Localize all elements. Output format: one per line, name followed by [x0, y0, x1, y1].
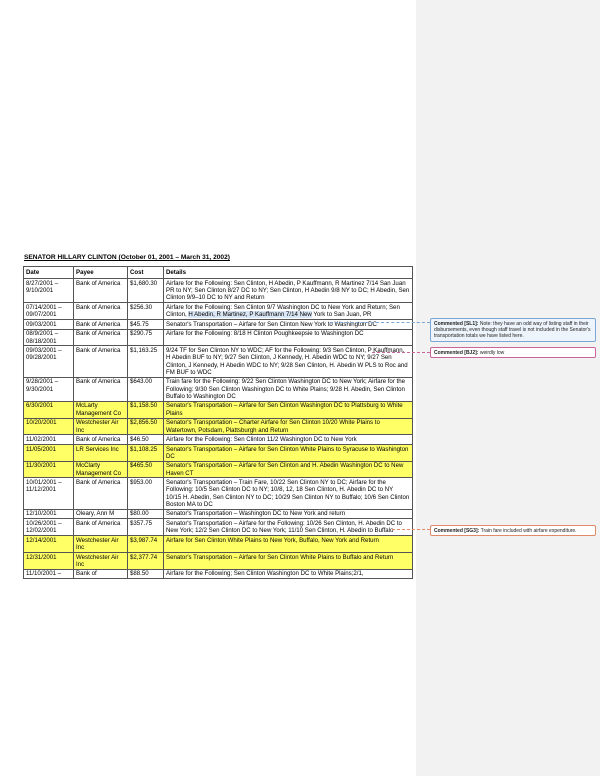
row-cost: $45.75	[128, 320, 164, 329]
row-details: Airfare for the Following; Sen Clinton Washington DC to White Plains;2/1,	[164, 569, 413, 578]
table-row-highlighted	[24, 444, 413, 461]
header-details: Details	[164, 267, 413, 279]
table-row	[24, 478, 413, 509]
row-date: 12/14/2001	[24, 536, 74, 553]
table-row	[24, 279, 413, 303]
row-date: 8/27/2001 – 9/10/2001	[24, 279, 74, 303]
comment-text: Train fare included with airfare expenditure.	[480, 527, 577, 534]
row-date: 11/10/2001 –	[24, 569, 74, 578]
row-cost: $643.00	[128, 377, 164, 401]
row-payee: Bank of America	[74, 320, 128, 329]
row-cost: $2,377.74	[128, 552, 164, 569]
comments-margin-pane	[416, 0, 600, 776]
row-details: Senator's Transportation – Airfare for Sen Clinton New York to Washington DC	[164, 320, 413, 329]
row-payee: Westchester Air Inc	[74, 536, 128, 553]
comment-label: Commented [SG3]:	[434, 527, 480, 534]
row-date: 07/14/2001 – 09/07/2001	[24, 303, 74, 320]
comment-text: Note: they have an odd way of listing staff in their disbursements, even though staff travel is not included in the Senator's transportation totals we have listed here.	[434, 320, 591, 339]
row-date: 09/03/2001 – 09/28/2001	[24, 346, 74, 377]
header-date: Date	[24, 267, 74, 279]
table-row	[24, 519, 413, 536]
comments-margin-inner	[416, 106, 600, 668]
row-payee: Bank of America	[74, 279, 128, 303]
row-details: Senator's Transportation – Airfare for Sen Clinton Washington DC to Plattsburg to White Plains	[164, 401, 413, 418]
table-header-row	[24, 267, 413, 279]
details-text: York to San Juan, PR	[311, 311, 372, 319]
table-row	[24, 303, 413, 320]
table-row	[24, 346, 413, 377]
table-row	[24, 569, 413, 578]
row-payee: Bank of America	[74, 478, 128, 509]
row-date: 12/31/2001	[24, 552, 74, 569]
details-text: Airfare for the Following: Sen Clinton 9/7 Washington DC to New York and Return; Sen Clinton,	[166, 303, 400, 319]
transportation-table	[23, 266, 413, 579]
row-payee: Bank of America	[74, 519, 128, 536]
table-row-highlighted	[24, 401, 413, 418]
row-details	[164, 303, 413, 320]
row-payee: Bank of America	[74, 329, 128, 346]
comment-label: Commented [SL1]:	[434, 320, 479, 327]
table-row-highlighted	[24, 552, 413, 569]
comment-sl1[interactable]	[430, 318, 596, 342]
comment-sg3[interactable]	[430, 525, 596, 536]
row-cost: $46.50	[128, 435, 164, 444]
row-details: Airfare for the Following: 8/18 H Clinton Poughkeepsie to Washington DC	[164, 329, 413, 346]
row-payee: Bank of America	[74, 346, 128, 377]
row-cost: $3,987.74	[128, 536, 164, 553]
row-date: 11/05/2001	[24, 444, 74, 461]
row-payee: Westchester Air Inc	[74, 418, 128, 435]
row-payee: McClarty Management Co	[74, 461, 128, 478]
row-payee: Westchester Air Inc	[74, 552, 128, 569]
row-cost: $88.50	[128, 569, 164, 578]
row-details: Senator's Transportation – Airfare for the Following: 10/26 Sen Clinton, H. Abedin DC to New York; 12/2 Sen Clinton DC to New York; 11/10 Sen Clinton, H. Abedin to Buffalo	[164, 519, 413, 536]
table-row-highlighted	[24, 461, 413, 478]
comment-anchor-sl1[interactable]: H Abedin, R Martinez, P Kauffmann 7/14 New	[188, 311, 312, 319]
comment-leader-line	[330, 322, 430, 323]
row-payee: Oleary, Ann M	[74, 509, 128, 518]
row-details: Airfare for the Following: Sen Clinton, H Abedin, P Kauffmann, R Martinez 7/14 San Juan PR to NY; Sen Clinton 8/27 DC to NY; Sen Clinton, H Abedin 9/8 NY to DC; H Abedin, Sen Clinton 9/9–10 DC to NY and Return	[164, 279, 413, 303]
table-row	[24, 377, 413, 401]
row-cost: $290.75	[128, 329, 164, 346]
row-details: Senator's Transportation – Airfare for Sen Clinton White Plains to Buffalo and Return	[164, 552, 413, 569]
comment-leader-line	[372, 352, 430, 353]
row-date: 11/02/2001	[24, 435, 74, 444]
row-date: 9/28/2001 – 9/30/2001	[24, 377, 74, 401]
comment-text: weirdly low	[479, 349, 505, 356]
row-details: Senator's Transportation – Charter Airfare for Sen Clinton 10/20 White Plains to Watertown, Potsdam, Plattsburgh and Return	[164, 418, 413, 435]
comment-label: Commented [BJ2]:	[434, 349, 479, 356]
row-date: 10/20/2001	[24, 418, 74, 435]
row-details: Airfare for Sen Clinton White Plains to New York, Buffalo, New York and Return	[164, 536, 413, 553]
header-cost: Cost	[128, 267, 164, 279]
row-details: 9/24 TF for Sen Clinton NY to WDC; AF for the Following: 9/3 Sen Clinton, P Kauffmann, H Abedin BUF to NY; 9/27 Sen Clinton, J Kennedy, H. Abedin WDC to NY; 9/27 Sen Clinton, J Kennedy, H Abedin WDC to NY; 9/28 Sen Clinton, H. Abedin W PLS to Roc and FM BUF to WDC	[164, 346, 413, 377]
row-cost: $1,163.25	[128, 346, 164, 377]
row-details: Senator's Transportation – Train Fare, 10/22 Sen Clinton NY to DC; Airfare for the Following: 10/5 Sen Clinton DC to NY; 10/8, 12, 18 Sen Clinton, H. Abedin DC to NY 10/15 H. Abedin, Sen Clinton NY to DC; 10/29 Sen Clinton NY to Buffalo; 10/6 Sen Clinton Boston MA to DC	[164, 478, 413, 509]
row-details: Senator's Transportation – Washington DC to New York and return	[164, 509, 413, 518]
row-payee: Bank of America	[74, 435, 128, 444]
row-cost: $465.50	[128, 461, 164, 478]
row-cost: $256.30	[128, 303, 164, 320]
row-cost: $1,108.25	[128, 444, 164, 461]
row-details: Senator's Transportation – Airfare for Sen Clinton and H. Abedin Washington DC to New Haven CT	[164, 461, 413, 478]
row-payee: McLarty Management Co	[74, 401, 128, 418]
row-details: Airfare for the Following: Sen Clinton 11/2 Washington DC to New York	[164, 435, 413, 444]
header-payee: Payee	[74, 267, 128, 279]
row-date: 12/10/2001	[24, 509, 74, 518]
row-date: 6/30/2001	[24, 401, 74, 418]
document-title: SENATOR HILLARY CLINTON (October 01, 2001 – March 31, 2002)	[24, 254, 230, 261]
row-details: Senator's Transportation – Airfare for Sen Clinton White Plains to Syracuse to Washington DC	[164, 444, 413, 461]
comment-bj2[interactable]	[430, 347, 596, 358]
row-cost: $953.00	[128, 478, 164, 509]
table-row	[24, 509, 413, 518]
row-date: 10/26/2001 – 12/02/2001	[24, 519, 74, 536]
table-row	[24, 329, 413, 346]
row-date: 09/03/2001	[24, 320, 74, 329]
row-details: Train fare for the Following: 9/22 Sen Clinton Washington DC to New York; Airfare for the Following: 9/30 Sen Clinton Washington DC to White Plains; 9/28 H. Abedin, Sen Clinton Buffalo to Washington DC	[164, 377, 413, 401]
table-row-highlighted	[24, 418, 413, 435]
row-cost: $1,680.30	[128, 279, 164, 303]
row-payee: LR Services Inc	[74, 444, 128, 461]
row-cost: $357.75	[128, 519, 164, 536]
row-cost: $80.00	[128, 509, 164, 518]
row-cost: $1,158.50	[128, 401, 164, 418]
row-payee: Bank of	[74, 569, 128, 578]
row-cost: $2,856.50	[128, 418, 164, 435]
row-date: 08/9/2001 – 08/18/2001	[24, 329, 74, 346]
row-date: 11/30/2001	[24, 461, 74, 478]
row-payee: Bank of America	[74, 303, 128, 320]
table-row-highlighted	[24, 536, 413, 553]
comment-leader-line	[392, 529, 430, 530]
table-row	[24, 435, 413, 444]
row-date: 10/01/2001 – 11/12/2001	[24, 478, 74, 509]
row-payee: Bank of America	[74, 377, 128, 401]
